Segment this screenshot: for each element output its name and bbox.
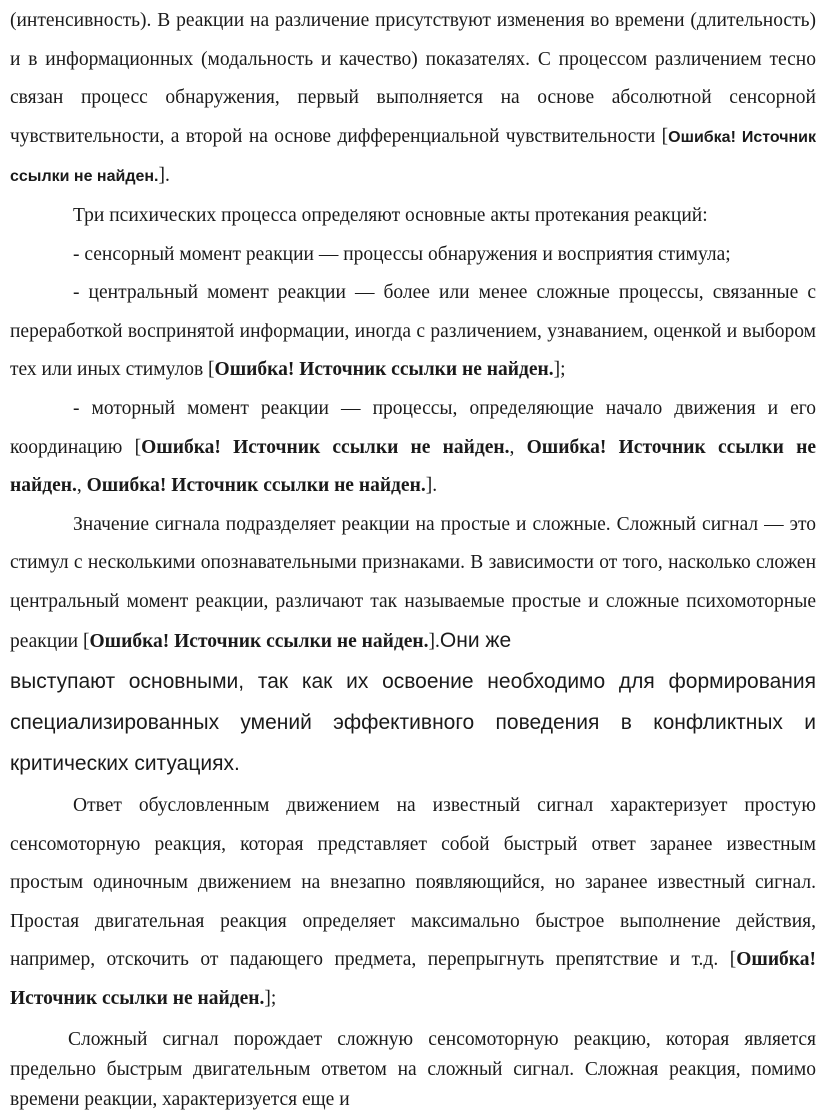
- error-reference: Ошибка! Источник ссылки не найден.: [10, 949, 816, 1010]
- paragraph-6-text: Значение сигнала подразделяет реакции на простые и сложные. Сложный сигнал — это стимул с несколькими опознавательными признаками. В зависимости от того, насколько сложен центральный момент реакции, различают так называемые простые и сложные психомоторные реакции [: [10, 513, 816, 652]
- paragraph-1: [10, 2, 816, 197]
- error-reference: Ошибка! Источник ссылки не найден.: [141, 436, 510, 458]
- paragraph-7: [10, 787, 816, 1019]
- paragraph-4-after: ];: [553, 359, 566, 381]
- reference-separator: ,: [76, 475, 87, 497]
- error-reference: Ошибка! Источник ссылки не найден.: [214, 359, 554, 381]
- document-page: [10, 0, 816, 1115]
- error-reference: Ошибка! Источник ссылки не найден.: [89, 630, 429, 652]
- paragraph-5-text: - моторный момент реакции — процессы, определяющие начало движения и его координацию [: [10, 397, 816, 458]
- paragraph-8: Сложный сигнал порождает сложную сенсомоторную реакцию, которая является предельно быстрым двигательным ответом на сложный сигнал. Сложная реакция, помимо времени реакции, характеризуется еще и: [10, 1028, 816, 1110]
- paragraph-5-after: ].: [425, 475, 438, 497]
- paragraph-4: [10, 274, 816, 390]
- paragraph-6-tail-start: Они же: [439, 628, 512, 652]
- paragraph-6: [10, 506, 816, 661]
- paragraph-1-after: ].: [158, 165, 170, 187]
- error-reference: Ошибка! Источник ссылки не найден.: [86, 475, 426, 497]
- paragraph-6-after: ].: [428, 630, 440, 652]
- reference-separator: ,: [509, 436, 527, 458]
- paragraph-2: Три психических процесса определяют основные акты протекания реакций:: [73, 204, 708, 226]
- paragraph-7-after: ];: [264, 988, 277, 1010]
- paragraph-6-continuation: выступают основными, так как их освоение необходимо для формирования специализированных умений эффективного поведения в конфликтных и критических ситуациях.: [10, 670, 816, 776]
- paragraph-7-text: Ответ обусловленным движением на известный сигнал характеризует простую сенсомоторную реакция, которая представляет собой быстрый ответ заранее известным простым одиночным движением на внезапно появляющийся, но заранее известный сигнал. Простая двигательная реакция определяет максимально быстрое выполнение действия, например, отскочить от падающего предмета, перепрыгнуть препятствие и т.д. [: [10, 795, 816, 971]
- error-reference: Ошибка! Источник ссылки не найден.: [10, 436, 816, 497]
- paragraph-3: - сенсорный момент реакции — процессы обнаружения и восприятия стимула;: [73, 243, 731, 265]
- paragraph-1-text: (интенсивность). В реакции на различение присутствуют изменения во времени (длительность) и в информационных (модальность и качество) показателях. С процессом различением тесно связан процесс обнаружения, первый выполняется на основе абсолютной сенсорной чувствительности, а второй на основе дифференциальной чувствительности [: [10, 10, 816, 147]
- paragraph-5: [10, 390, 816, 506]
- paragraph-4-text: - центральный момент реакции — более или менее сложные процессы, связанные с переработкой воспринятой информации, иногда с различением, узнаванием, оценкой и выбором тех или иных стимулов [: [10, 282, 816, 381]
- error-reference: Ошибка! Источник ссылки не найден.: [10, 128, 816, 186]
